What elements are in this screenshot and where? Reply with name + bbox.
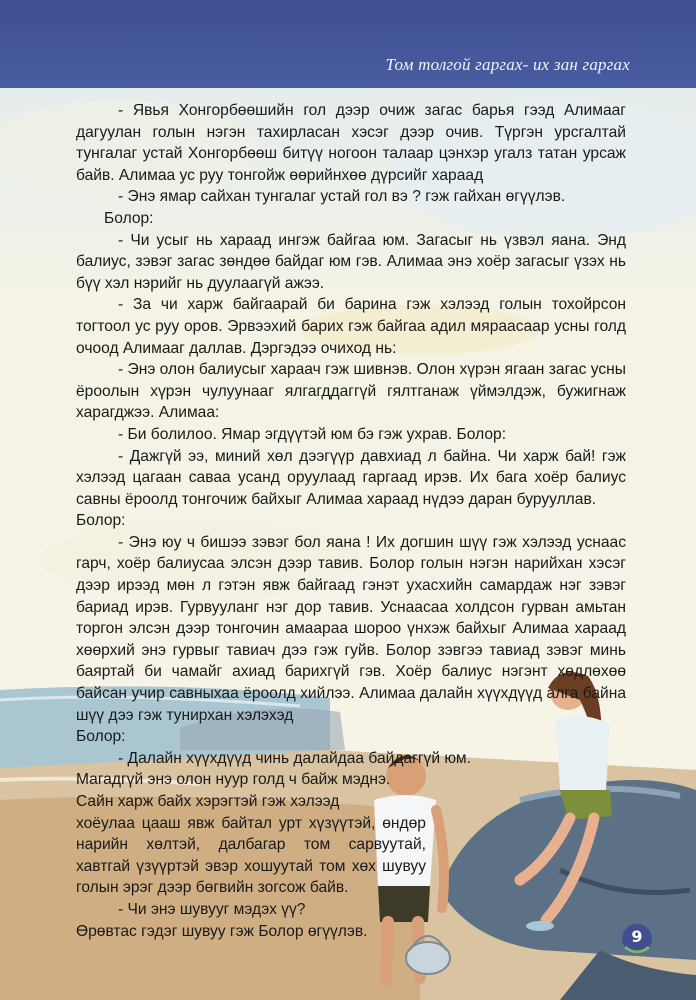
speaker-label: Болор: — [76, 728, 126, 746]
paragraph: - Энэ юу ч бишээ зэвэг бол яана ! Их догшин шүү гэж хэлээд уснаас гарч, хоёр балиусаа элсэн дээр тавив. Болор голын нэгэн нарийхан хэсэг дээр ирээд мөн л гэтэн явж байгаад гэнэт ухасхийн самардаж нэг зэвэг бариад ирэв. Гурвууланг нэг дор тавив. Уснаасаа холдсон гурван амьтан торгон элсэн дээр тонгочин амаараа шороо үнхэж байхыг Алимаа хараад хөөрхий энэ гурвыг тавиач дээ гэж гуйв. Болор зэвгээ тавиад зэвэг минь баяртай би чамайг ахиад барихгүй гэв. Хоёр балиус нэгэнт хөдлөхөө байсан учир савныхаа ёроолд хийлээ. Алимаа далайн хүүхдүүд алга байна шүү дээ гэж тунирхан хэлэхэд — [76, 533, 626, 724]
paragraph: - Энэ ямар сайхан тунгалаг устай гол вэ ? гэж гайхан өгүүлэв. — [118, 188, 566, 206]
paragraph: Сайн харж байх хэрэгтэй гэж хэлээд — [76, 793, 340, 810]
page-number-badge — [619, 921, 655, 957]
header-band — [0, 0, 696, 88]
paragraph: - Энэ олон балиусыг хараач гэж шивнэв. Олон хүрэн ягаан загас усны ёроолын хүрэн чулуунааг ялгагддаггүй гялтганаж үймэлдэж, бужигнаж харагджээ. Алимаа: — [76, 361, 626, 422]
running-header-title: Том толгой гаргах- их зан гаргах — [385, 55, 630, 74]
paragraph: - Би болилоо. Ямар эгдүүтэй юм бэ гэж ухрав. Болор: — [118, 425, 507, 443]
paragraph: хоёулаа цааш явж байтал урт хүзүүтэй, өндөр нарийн хөлтэй, далбагар том сарвуутай, хавтгай үзүүртэй эвэр хошуутай том хөх шувуу голын эрэг дээр бөгвийн зогсож байв. — [76, 814, 426, 897]
paragraph: - Далайн хүүхдүүд чинь далайдаа байдаггүй юм. — [118, 749, 471, 767]
paragraph: - Чи усыг нь хараад ингэж байгаа юм. Загасыг нь үзвэл яана. Энд балиус, зэвэг загас зөндөө байдаг юм гэв. Алимаа энэ хоёр загасыг үзэх нь бүү хэл нэрийг нь дуулаагүй ажээ. — [76, 231, 626, 292]
page-number: 9 — [631, 927, 643, 946]
speaker-label: Болор: — [76, 512, 126, 530]
story-text — [76, 100, 626, 942]
paragraph: - Чи энэ шувууг мэдэх үү? — [118, 900, 306, 918]
paragraph: - Дажгүй ээ, миний хөл дээгүүр давхиад л байна. Чи харж бай! гэж хэлээд цагаан саваа усанд оруулаад гаргаад ирэв. Их бага хоёр балиус савны ёроолд тонгочиж байхыг Алимаа хараад нүдээ даран бурууллав. — [76, 447, 626, 508]
speaker-label: Болор: — [104, 209, 154, 227]
paragraph: Магадгүй энэ олон нуур голд ч байж мэднэ. — [76, 771, 391, 789]
paragraph: - За чи харж байгаарай би барина гэж хэлээд голын тохойрсон тогтоол ус руу оров. Эрвээхий барих гэж байгаа адил мяраасаар усны голд очоод Алимааг даллав. Дэргэдээ очиход нь: — [76, 296, 626, 357]
paragraph: - Явья Хонгорбөөшийн гол дээр очиж загас барья гээд Алимааг дагуулан голын нэгэн тахирласан хэсэг дээр очив. Түргэн урсгалтай тунгалаг устай Хонгорбөөш битүү ногоон талаар цэнхэр угалз татан урсаж байв. Алимаа ус руу тонгойж өөрийнхөө дүрсийг хараад — [76, 102, 626, 184]
paragraph: Өрөвтас гэдэг шувуу гэж Болор өгүүлэв. — [76, 922, 368, 940]
